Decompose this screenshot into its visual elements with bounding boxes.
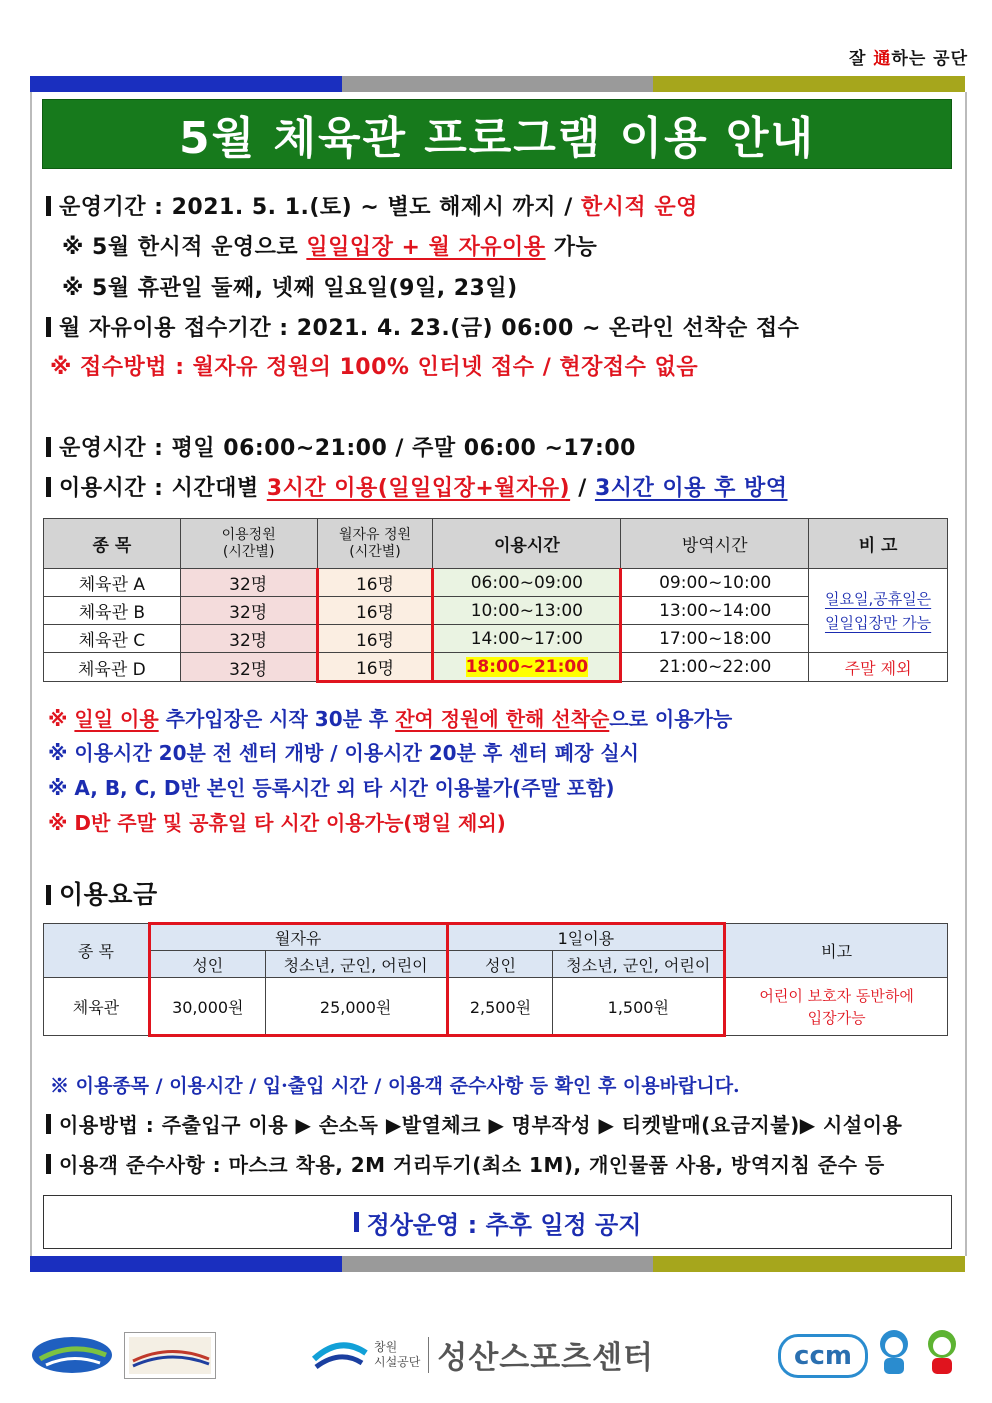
table-row xyxy=(44,653,948,682)
fee-heading: 이용요금 xyxy=(46,875,158,911)
certificate-icon xyxy=(124,1332,216,1379)
header-disinfection: 방역시간 xyxy=(621,519,809,569)
header-item: 종 목 xyxy=(44,519,181,569)
table-row xyxy=(44,569,948,597)
fee-item: 체육관 xyxy=(44,978,150,1036)
ccm-logo: ccm xyxy=(778,1334,868,1378)
fee-header-youth: 청소년, 군인, 어린이 xyxy=(265,951,447,978)
cell-disinfect: 17:00~18:00 xyxy=(621,625,809,653)
cell-capacity: 32명 xyxy=(180,597,317,625)
cell-item: 체육관 A xyxy=(44,569,181,597)
remark-d: 주말 제외 xyxy=(809,653,948,682)
reception-period: 월 자유이용 접수기간 : 2021. 4. 23.(금) 06:00 ~ 온라인 선착순 접수 xyxy=(46,311,799,342)
fee-daily-youth: 1,500원 xyxy=(553,978,725,1036)
schedule-table xyxy=(43,518,948,683)
fee-remark: 어린이 보호자 동반하에 입장가능 xyxy=(725,978,948,1036)
note-temporary: ※ 5월 한시적 운영으로 일일입장 + 월 자유이용 가능 xyxy=(62,235,598,260)
org-small-2: 시설공단 xyxy=(374,1354,421,1369)
note-weekend: ※ D반 주말 및 공휴일 타 시간 이용가능(평일 제외) xyxy=(48,811,506,835)
fee-table xyxy=(43,922,948,1037)
cell-capacity: 32명 xyxy=(180,569,317,597)
fee-header-remark: 비고 xyxy=(725,924,948,978)
header-capacity: 이용정원 (시간별) xyxy=(180,519,317,569)
usage-time: 이용시간 : 시간대별 3시간 이용(일일입장+월자유) / 3시간 이용 후 방역 xyxy=(46,471,788,502)
cell-disinfect: 13:00~14:00 xyxy=(621,597,809,625)
cell-item: 체육관 D xyxy=(44,653,181,682)
org-small-1: 창원 xyxy=(374,1339,398,1354)
header-monthly-capacity: 월자유 정원 (시간별) xyxy=(317,519,433,569)
visitor-rules: 이용객 준수사항 : 마스크 착용, 2M 거리두기(최소 1M), 개인물품 사용, 방역지침 준수 등 xyxy=(46,1149,885,1178)
cell-capacity: 32명 xyxy=(180,625,317,653)
cell-capacity: 32명 xyxy=(180,653,317,682)
remark-abc: 일요일,공휴일은 일일입장만 가능 xyxy=(809,569,948,653)
cell-time: 14:00~17:00 xyxy=(433,625,621,653)
fee-monthly-adult: 30,000원 xyxy=(149,978,265,1036)
header-usage-time: 이용시간 xyxy=(433,519,621,569)
fee-header-youth: 청소년, 군인, 어린이 xyxy=(553,951,725,978)
top-color-bar xyxy=(30,76,965,92)
confirm-notice: ※ 이용종목 / 이용시간 / 입·출입 시간 / 이용객 준수사항 등 확인 후 이용바랍니다. xyxy=(50,1075,740,1097)
cell-item: 체육관 B xyxy=(44,597,181,625)
fee-daily-adult: 2,500원 xyxy=(447,978,553,1036)
note-registration: ※ A, B, C, D반 본인 등록시간 외 타 시간 이용불가(주말 포함) xyxy=(48,776,615,800)
fee-header-monthly: 월자유 xyxy=(149,924,447,951)
note-closed-days: ※ 5월 휴관일 둘째, 넷째 일요일(9일, 23일) xyxy=(62,276,518,301)
cell-time: 06:00~09:00 xyxy=(433,569,621,597)
swoosh-icon xyxy=(310,1335,370,1375)
mascot-green-icon xyxy=(920,1328,964,1382)
cell-monthly: 16명 xyxy=(317,569,433,597)
normal-operation-box: 정상운영 : 추후 일정 공지 xyxy=(43,1195,952,1249)
highlighted-time: 18:00~21:00 xyxy=(465,656,589,677)
org-name: 성산스포츠센터 xyxy=(437,1340,654,1376)
cell-disinfect: 09:00~10:00 xyxy=(621,569,809,597)
operating-period: 운영기간 : 2021. 5. 1.(토) ~ 별도 해제시 까지 / 한시적 운영 xyxy=(46,190,698,221)
city-logo-icon xyxy=(28,1333,116,1375)
note-daily-entry: ※ 일일 이용 추가입장은 시작 30분 후 잔여 정원에 한해 선착순으로 이용가능 xyxy=(48,707,733,731)
fee-header-item: 종 목 xyxy=(44,924,150,978)
bottom-color-bar xyxy=(30,1256,965,1272)
cell-time xyxy=(433,653,621,682)
fee-header-adult: 성인 xyxy=(447,951,553,978)
cell-disinfect: 21:00~22:00 xyxy=(621,653,809,682)
cell-time: 10:00~13:00 xyxy=(433,597,621,625)
note-open-close: ※ 이용시간 20분 전 센터 개방 / 이용시간 20분 후 센터 폐장 실시 xyxy=(48,741,640,765)
slogan: 잘 通하는 공단 xyxy=(849,49,968,69)
page-title: 5월 체육관 프로그램 이용 안내 xyxy=(43,100,951,168)
footer-org-logo xyxy=(310,1332,654,1377)
usage-method: 이용방법 : 주출입구 이용 ▶ 손소독 ▶발열체크 ▶ 명부작성 ▶ 티켓발매(요금지불)▶ 시설이용 xyxy=(46,1109,902,1138)
mascot-blue-icon xyxy=(872,1328,916,1382)
cell-monthly: 16명 xyxy=(317,597,433,625)
header-remark: 비 고 xyxy=(809,519,948,569)
reception-method: ※ 접수방법 : 월자유 정원의 100% 인터넷 접수 / 현장접수 없음 xyxy=(50,355,699,380)
operating-hours: 운영시간 : 평일 06:00~21:00 / 주말 06:00 ~17:00 xyxy=(46,431,636,462)
fee-monthly-youth: 25,000원 xyxy=(265,978,447,1036)
fee-header-adult: 성인 xyxy=(149,951,265,978)
cell-item: 체육관 C xyxy=(44,625,181,653)
cell-monthly: 16명 xyxy=(317,653,433,682)
cell-monthly: 16명 xyxy=(317,625,433,653)
fee-header-daily: 1일이용 xyxy=(447,924,725,951)
